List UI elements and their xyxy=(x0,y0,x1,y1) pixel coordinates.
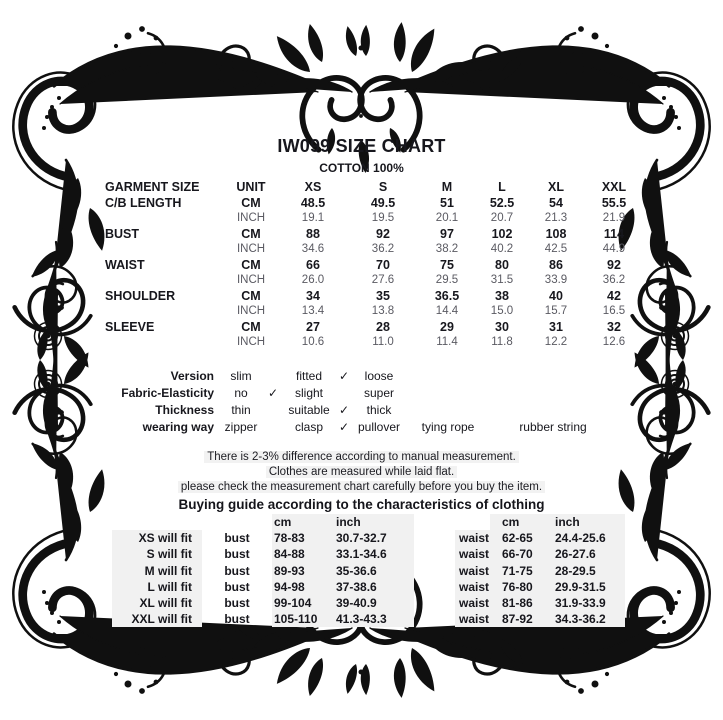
col-header-m: M xyxy=(441,180,453,194)
inch-col-header: inch xyxy=(550,514,625,530)
cm-range-cell: 81-86 xyxy=(490,595,550,611)
cm-range-cell: 105-110 xyxy=(272,611,334,627)
fit-size-label: XS will fit xyxy=(112,530,202,546)
inch-range-cell: 33.1-34.6 xyxy=(334,546,414,562)
bust-fit-row xyxy=(112,563,414,579)
buying-guide-bust-table xyxy=(112,514,414,627)
size-value-cell: 48.5 xyxy=(300,195,326,210)
inch-range-cell: 31.9-33.9 xyxy=(550,595,625,611)
size-value-cell: 34.6 xyxy=(301,243,325,255)
body-part-label: bust xyxy=(224,563,250,578)
size-value-cell: 86 xyxy=(549,257,563,272)
size-value-cell: 29 xyxy=(440,319,454,334)
size-value-cell: 38.2 xyxy=(435,243,459,255)
inch-range-cell: 26-27.6 xyxy=(550,546,625,562)
spacer-cell xyxy=(455,514,490,530)
unit-cell: INCH xyxy=(236,243,266,255)
size-value-cell: 36.2 xyxy=(602,274,626,286)
size-value-cell: 70 xyxy=(376,257,390,272)
attr-option-cell: tying rope xyxy=(421,420,475,434)
fit-size-label: XXL will fit xyxy=(112,611,202,627)
row-label: C/B LENGTH xyxy=(105,195,182,210)
size-value-cell: 14.4 xyxy=(435,305,459,317)
spacer-cell xyxy=(202,514,272,530)
fabric-subtitle: COTTON 100% xyxy=(319,161,404,175)
attr-option-cell xyxy=(403,402,493,419)
size-value-cell: 29.5 xyxy=(435,274,459,286)
col-header-xs: XS xyxy=(304,180,322,194)
attr-option-cell: fitted xyxy=(295,369,322,383)
attr-label: Fabric-Elasticity xyxy=(121,386,214,400)
cm-col-header: cm xyxy=(490,514,550,530)
fit-size-label: L will fit xyxy=(112,579,202,595)
size-value-cell: 54 xyxy=(549,195,563,210)
body-part-label: waist xyxy=(455,595,490,611)
attr-check-cell: ✓ xyxy=(338,420,350,434)
unit-cell: INCH xyxy=(236,305,266,317)
size-chart-row xyxy=(103,211,633,227)
attr-option-cell: no xyxy=(234,386,248,400)
waist-fit-row xyxy=(455,563,625,579)
cm-range-cell: 66-70 xyxy=(490,546,550,562)
col-header-garment-size: GARMENT SIZE xyxy=(105,180,200,194)
attribute-row xyxy=(103,368,613,385)
size-value-cell: 33.9 xyxy=(544,274,568,286)
attr-option-cell xyxy=(493,368,613,385)
col-header-xl: XL xyxy=(548,180,564,194)
size-chart-body xyxy=(103,196,633,351)
attr-label: wearing way xyxy=(142,420,214,434)
size-value-cell: 52.5 xyxy=(489,195,515,210)
size-value-cell: 20.7 xyxy=(490,212,514,224)
size-value-cell: 10.6 xyxy=(301,336,325,348)
size-value-cell: 15.7 xyxy=(544,305,568,317)
waist-fit-row xyxy=(455,611,625,627)
waist-fit-row xyxy=(455,530,625,546)
col-header-s: S xyxy=(378,180,388,194)
size-value-cell: 49.5 xyxy=(370,195,396,210)
waist-fit-row xyxy=(455,579,625,595)
attr-label: Thickness xyxy=(155,403,214,417)
attr-option-cell: clasp xyxy=(294,420,323,434)
row-label xyxy=(103,242,225,258)
size-chart-row xyxy=(103,289,633,305)
attribute-row xyxy=(103,385,613,402)
attr-option-cell: loose xyxy=(364,369,394,383)
size-value-cell: 12.2 xyxy=(544,336,568,348)
attributes-table xyxy=(103,368,613,436)
waist-table-header-row xyxy=(455,514,625,530)
attr-check-cell: ✓ xyxy=(267,386,279,400)
size-value-cell: 26.0 xyxy=(301,274,325,286)
size-value-cell: 92 xyxy=(376,226,390,241)
size-value-cell: 38 xyxy=(495,288,509,303)
size-value-cell: 19.5 xyxy=(371,212,395,224)
body-part-label: bust xyxy=(224,595,250,610)
attr-check-cell xyxy=(261,402,285,419)
size-value-cell: 12.6 xyxy=(602,336,626,348)
size-value-cell: 19.1 xyxy=(301,212,325,224)
attr-option-cell: thin xyxy=(231,403,251,417)
size-value-cell: 11.0 xyxy=(372,336,394,348)
size-chart-row xyxy=(103,196,633,212)
row-label: SHOULDER xyxy=(105,288,176,303)
size-chart-row xyxy=(103,304,633,320)
attr-check-cell xyxy=(333,385,355,402)
size-value-cell: 11.8 xyxy=(491,336,513,348)
unit-cell: CM xyxy=(241,257,261,272)
note-line: There is 2-3% difference according to manual measurement. xyxy=(0,450,723,465)
unit-cell: INCH xyxy=(236,212,266,224)
unit-cell: CM xyxy=(241,319,261,334)
row-label: BUST xyxy=(105,226,140,241)
inch-range-cell: 30.7-32.7 xyxy=(334,530,414,546)
size-value-cell: 13.4 xyxy=(301,305,325,317)
cm-range-cell: 78-83 xyxy=(272,530,334,546)
unit-cell: CM xyxy=(241,226,261,241)
size-chart-row xyxy=(103,335,633,351)
row-label: WAIST xyxy=(105,257,145,272)
size-chart-header-row xyxy=(103,180,633,196)
size-value-cell: 40 xyxy=(549,288,563,303)
cm-range-cell: 89-93 xyxy=(272,563,334,579)
size-chart-row xyxy=(103,258,633,274)
attr-check-cell: ✓ xyxy=(338,369,350,383)
size-value-cell: 42.5 xyxy=(544,243,568,255)
buying-guide-heading: Buying guide according to the characteristics of clothing xyxy=(178,497,545,512)
size-value-cell: 36.5 xyxy=(434,288,460,303)
attr-option-cell: super xyxy=(363,386,395,400)
page-title: IW099 SIZE CHART xyxy=(277,136,446,156)
size-value-cell: 51 xyxy=(440,195,454,210)
attr-check-cell xyxy=(261,368,285,385)
size-value-cell: 27.6 xyxy=(371,274,395,286)
size-value-cell: 102 xyxy=(491,226,513,241)
bust-table-body xyxy=(112,530,414,627)
bust-fit-row xyxy=(112,530,414,546)
size-value-cell: 31 xyxy=(549,319,563,334)
body-part-label: waist xyxy=(455,579,490,595)
size-value-cell: 88 xyxy=(306,226,320,241)
size-value-cell: 66 xyxy=(306,257,320,272)
attr-option-cell: suitable xyxy=(288,403,330,417)
body-part-label: waist xyxy=(455,563,490,579)
size-value-cell: 36.2 xyxy=(371,243,395,255)
size-value-cell: 31.5 xyxy=(490,274,514,286)
col-header-unit: UNIT xyxy=(236,180,266,194)
size-value-cell: 13.8 xyxy=(371,305,395,317)
bust-fit-row xyxy=(112,546,414,562)
attr-option-cell: pullover xyxy=(357,420,401,434)
unit-cell: CM xyxy=(241,288,261,303)
inch-range-cell: 39-40.9 xyxy=(334,595,414,611)
body-part-label: waist xyxy=(455,546,490,562)
spacer-cell xyxy=(112,514,202,530)
col-header-xxl: XXL xyxy=(601,180,627,194)
waist-table-body xyxy=(455,530,625,627)
row-label xyxy=(103,273,225,289)
row-label xyxy=(103,335,225,351)
size-chart-row xyxy=(103,320,633,336)
note-line: Clothes are measured while laid flat. xyxy=(0,465,723,480)
size-chart-row xyxy=(103,227,633,243)
attr-label: Version xyxy=(170,369,214,383)
measurement-notes xyxy=(0,450,723,514)
body-part-label: bust xyxy=(224,547,250,562)
size-value-cell: 80 xyxy=(495,257,509,272)
body-part-label: bust xyxy=(224,531,250,546)
inch-range-cell: 35-36.6 xyxy=(334,563,414,579)
inch-range-cell: 41.3-43.3 xyxy=(334,611,414,627)
attr-option-cell xyxy=(403,385,493,402)
size-value-cell: 55.5 xyxy=(601,195,627,210)
size-value-cell: 35 xyxy=(376,288,390,303)
attr-option-cell xyxy=(403,368,493,385)
attr-check-cell: ✓ xyxy=(338,403,350,417)
bust-fit-row xyxy=(112,595,414,611)
unit-cell: INCH xyxy=(236,274,266,286)
bust-table-header-row xyxy=(112,514,414,530)
size-value-cell: 15.0 xyxy=(490,305,514,317)
size-value-cell: 92 xyxy=(607,257,621,272)
attr-option-cell: thick xyxy=(366,403,392,417)
size-value-cell: 108 xyxy=(545,226,567,241)
attr-option-cell: slim xyxy=(230,369,252,383)
size-value-cell: 11.4 xyxy=(436,336,458,348)
size-chart-row xyxy=(103,273,633,289)
body-part-label: bust xyxy=(224,612,250,627)
bust-fit-row xyxy=(112,611,414,627)
attribute-row xyxy=(103,419,613,436)
row-label xyxy=(103,304,225,320)
inch-col-header: inch xyxy=(334,514,414,530)
inch-range-cell: 29.9-31.5 xyxy=(550,579,625,595)
size-value-cell: 34 xyxy=(306,288,320,303)
size-value-cell: 27 xyxy=(306,319,320,334)
attribute-row xyxy=(103,402,613,419)
size-value-cell: 20.1 xyxy=(435,212,459,224)
cm-range-cell: 87-92 xyxy=(490,611,550,627)
attr-option-cell: rubber string xyxy=(519,420,587,434)
buying-guide-waist-table xyxy=(455,514,625,627)
attr-option-cell: slight xyxy=(294,386,323,400)
attr-option-cell xyxy=(493,385,613,402)
size-value-cell: 28 xyxy=(376,319,390,334)
fit-size-label: M will fit xyxy=(112,563,202,579)
note-line: please check the measurement chart carefully before you buy the item. xyxy=(0,480,723,495)
inch-range-cell: 34.3-36.2 xyxy=(550,611,625,627)
waist-fit-row xyxy=(455,595,625,611)
row-label xyxy=(103,211,225,227)
inch-range-cell: 28-29.5 xyxy=(550,563,625,579)
attr-option-cell: zipper xyxy=(224,420,258,434)
cm-range-cell: 94-98 xyxy=(272,579,334,595)
cm-range-cell: 62-65 xyxy=(490,530,550,546)
unit-cell: CM xyxy=(241,195,261,210)
unit-cell: INCH xyxy=(236,336,266,348)
size-value-cell: 75 xyxy=(440,257,454,272)
body-part-label: waist xyxy=(455,530,490,546)
inch-range-cell: 24.4-25.6 xyxy=(550,530,625,546)
bust-fit-row xyxy=(112,579,414,595)
size-value-cell: 21.9 xyxy=(602,212,626,224)
waist-fit-row xyxy=(455,546,625,562)
cm-range-cell: 99-104 xyxy=(272,595,334,611)
cm-range-cell: 71-75 xyxy=(490,563,550,579)
fit-size-label: XL will fit xyxy=(112,595,202,611)
inch-range-cell: 37-38.6 xyxy=(334,579,414,595)
size-value-cell: 97 xyxy=(440,226,454,241)
body-part-label: bust xyxy=(224,579,250,594)
size-value-cell: 114 xyxy=(603,226,625,241)
size-chart-row xyxy=(103,242,633,258)
row-label: SLEEVE xyxy=(105,319,155,334)
attr-check-cell xyxy=(261,419,285,436)
size-value-cell: 21.3 xyxy=(544,212,568,224)
cm-col-header: cm xyxy=(272,514,334,530)
body-part-label: waist xyxy=(455,611,490,627)
size-value-cell: 16.5 xyxy=(602,305,626,317)
fit-size-label: S will fit xyxy=(112,546,202,562)
size-value-cell: 32 xyxy=(607,319,621,334)
size-value-cell: 30 xyxy=(495,319,509,334)
attr-option-cell xyxy=(493,402,613,419)
size-value-cell: 42 xyxy=(607,288,621,303)
size-value-cell: 40.2 xyxy=(490,243,514,255)
col-header-l: L xyxy=(498,180,506,194)
cm-range-cell: 84-88 xyxy=(272,546,334,562)
size-chart-table xyxy=(103,180,633,351)
size-value-cell: 44.9 xyxy=(602,243,626,255)
cm-range-cell: 76-80 xyxy=(490,579,550,595)
